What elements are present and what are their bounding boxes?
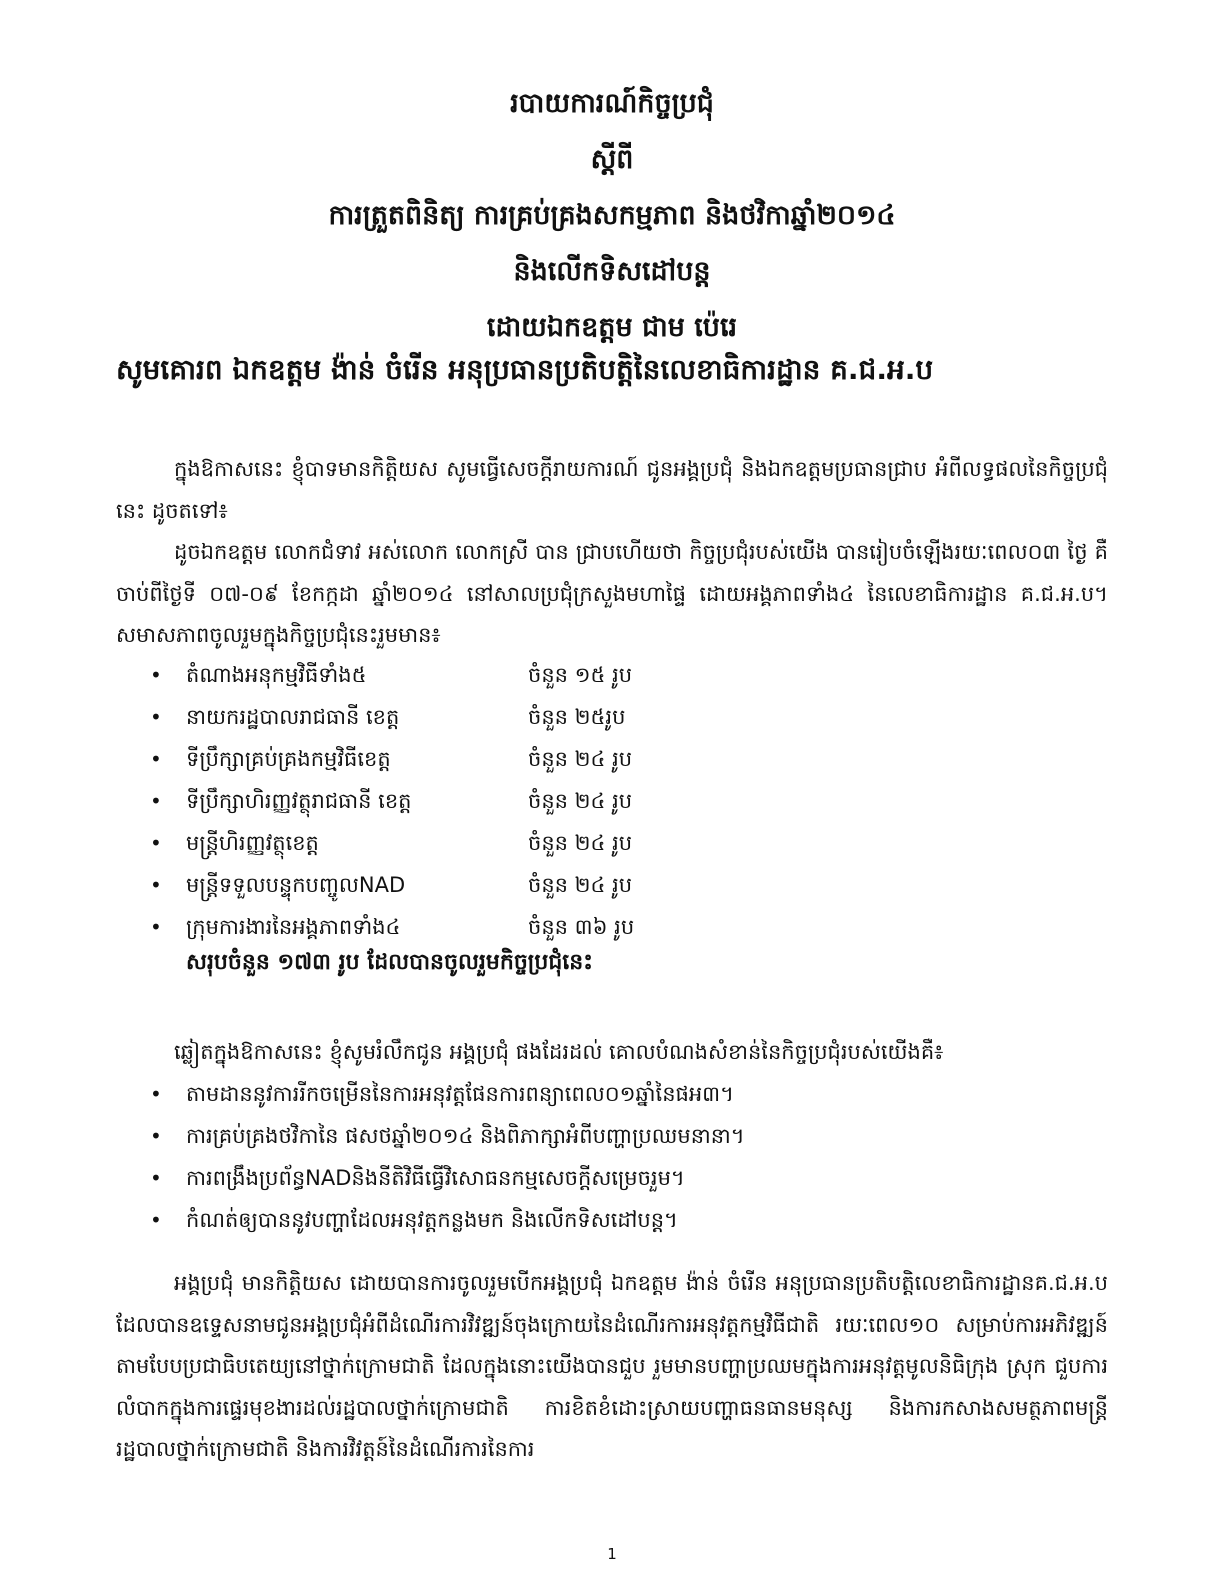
list-item — [150, 738, 634, 780]
attendee-total: សរុបចំនួន ១៧៣ រូប ដែលបានចូលរួមកិច្ចប្រជុំនេះ — [186, 950, 593, 975]
title-line-about: ស្តីពី — [590, 144, 634, 175]
attendee-count: ចំនួន ២៤ រូប — [528, 747, 633, 771]
title-line-report: របាយការណ៍កិច្ចប្រជុំ — [510, 88, 714, 119]
objective-list — [150, 1073, 745, 1241]
attendee-group: ក្រុមការងារនៃអង្គភាពទាំង៤ — [186, 915, 401, 939]
attendee-count: ចំនួន ២៤ រូប — [528, 831, 633, 855]
attendee-group: ទីប្រឹក្សាហិរញ្ញវត្ថុរាជធានី ខេត្ត — [186, 789, 412, 813]
attendee-list — [150, 654, 634, 948]
attendee-count: ចំនួន ១៥ រូប — [528, 663, 633, 687]
attendee-group: ទីប្រឹក្សាគ្រប់គ្រងកម្មវិធីខេត្ត — [186, 747, 391, 771]
title-line-author: ដោយឯកឧត្តម ជាម ប៉េរេ — [486, 312, 738, 343]
list-item: • ការគ្រប់គ្រងថវិកានៃ ផសថឆ្នាំ២០១៤ និងពិភាក្សាអំពីបញ្ហាប្រឈមនានា។ — [150, 1115, 745, 1157]
title-line-direction: និងលើកទិសដៅបន្ត — [513, 256, 711, 287]
intro-paragraph: ក្នុងឱកាសនេះ ខ្ញុំបាទមានកិត្តិយស សូមធ្វើសេចក្តីរាយការណ៍ ជូនអង្គប្រជុំ និងឯកឧត្តមប្រធានជ្រាប អំពីលទ្ធផលនៃកិច្ចប្រជុំនេះ ដូចតទៅ៖ — [116, 457, 1108, 523]
attendee-count: ចំនួន ២៤ រូប — [528, 873, 633, 897]
attendee-count: ចំនួន ៣៦ រូប — [528, 915, 635, 939]
attendee-group: មន្ត្រីហិរញ្ញវត្ថុខេត្ត — [186, 831, 319, 855]
page-number: 1 — [607, 1545, 617, 1563]
list-item — [150, 654, 634, 696]
meeting-paragraph: ដូចឯកឧត្តម លោកជំទាវ អស់លោក លោកស្រី បាន ជ្រាបហើយថា កិច្ចប្រជុំរបស់យើង បានរៀបចំឡើងរយៈពេល០៣ ថ្ងៃ គឺចាប់ពីថ្ងៃទី ០៧-០៩ ខែកក្កដា ឆ្នាំ២០១៤ នៅសាលប្រជុំក្រសួងមហាផ្ទៃ ដោយអង្គភាពទាំង៤ នៃលេខាធិការដ្ឋាន គ.ជ.អ.ប។ សមាសភាពចូលរួមក្នុងកិច្ចប្រជុំនេះរួមមាន៖ — [116, 540, 1108, 647]
list-item: • តាមដាននូវការរីកចម្រើននៃការអនុវត្តផែនការពន្យាពេល០១ឆ្នាំនៃផអ៣។ — [150, 1073, 745, 1115]
list-item — [150, 696, 634, 738]
list-item — [150, 906, 634, 948]
title-line-subject: ការត្រួតពិនិត្យ ការគ្រប់គ្រងសកម្មភាព និងថវិកាឆ្នាំ២០១៤ — [328, 200, 896, 231]
opening-paragraph: អង្គប្រជុំ មានកិត្តិយស ដោយបានការចូលរួមបើកអង្គប្រជុំ ឯកឧត្តម ង៉ាន់ ចំរើន អនុប្រធានប្រតិបត្តិលេខាធិការដ្ឋានគ.ជ.អ.ប ដែលបានឧទ្ទេសនាមជូនអង្គប្រជុំអំពីដំណើរការវិវឌ្ឍន៍ចុងក្រោយនៃដំណើរការអនុវត្តកម្មវិធីជាតិ រយៈពេល១០ សម្រាប់ការអភិវឌ្ឍន៍តាមបែបប្រជាធិបតេយ្យនៅថ្នាក់ក្រោមជាតិ ដែលក្នុងនោះយើងបានជួប រួមមានបញ្ហាប្រឈមក្នុងការអនុវត្តមូលនិធិក្រុង ស្រុក ជួបការលំបាកក្នុងការផ្ទេរមុខងារដល់រដ្ឋបាលថ្នាក់ក្រោមជាតិ ការខិតខំដោះស្រាយបញ្ហាធនធានមនុស្ស និងការកសាងសមត្ថភាពមន្ត្រីរដ្ឋបាលថ្នាក់ក្រោមជាតិ និងការវិវត្តន៍នៃដំណើរការនៃការ — [116, 1271, 1108, 1461]
list-item — [150, 822, 634, 864]
salutation: សូមគោរព ឯកឧត្តម ង៉ាន់ ចំរើន អនុប្រធានប្រតិបត្តិនៃលេខាធិការដ្ឋាន គ.ជ.អ.ប — [116, 353, 934, 386]
list-item: • កំណត់ឲ្យបាននូវបញ្ហាដែលអនុវត្តកន្លងមក និងលើកទិសដៅបន្ត។ — [150, 1199, 745, 1241]
attendee-group: នាយករដ្ឋបាលរាជធានី ខេត្ត — [186, 705, 400, 729]
report-title — [0, 76, 1224, 356]
list-item — [150, 864, 634, 906]
list-item — [150, 780, 634, 822]
attendee-group: មន្ត្រីទទួលបន្ទុកបញ្ចូលNAD — [186, 873, 406, 897]
attendee-count: ចំនួន ២៥រូប — [528, 705, 626, 729]
attendee-count: ចំនួន ២៤ រូប — [528, 789, 633, 813]
list-item: • ការពង្រឹងប្រព័ន្ធNADនិងនីតិវិធីធ្វើវិសោធនកម្មសេចក្តីសម្រេចរួម។ — [150, 1157, 745, 1199]
purpose-paragraph: ឆ្លៀតក្នុងឱកាសនេះ ខ្ញុំសូមរំលឹកជូន អង្គប្រជុំ ផងដែរដល់ គោលបំណងសំខាន់នៃកិច្ចប្រជុំរបស់យើងគឺ៖ — [174, 1040, 944, 1064]
attendee-group: តំណាងអនុកម្មវិធីទាំង៥ — [186, 663, 367, 687]
